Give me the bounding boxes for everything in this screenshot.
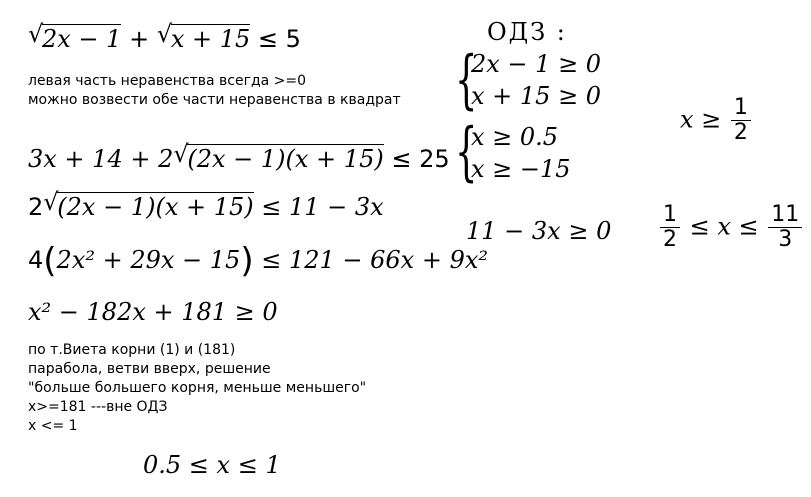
odz-sys2-line2: x ≥ −15 (471, 155, 571, 183)
step-1-post: ≤ 25 (383, 145, 450, 173)
step-1-radicand: (2x − 1)(x + 15) (187, 145, 384, 173)
note-3: "больше большего корня, меньше меньшего" (28, 380, 367, 396)
comment-line-2: можно возвести обе части неравенства в квадрат (28, 92, 401, 108)
step-1 (28, 144, 450, 171)
step-2-post: ≤ 11 − 3x (253, 193, 384, 221)
range-fraction-right (768, 203, 802, 252)
inequality-original (28, 24, 301, 51)
fraction-num: 1 (731, 96, 751, 121)
step-3 (28, 241, 489, 281)
comment-line-1: левая часть неравенства всегда >=0 (28, 73, 307, 89)
odz-sys2-line1: x ≥ 0.5 (471, 123, 559, 151)
plus-sign: + (121, 25, 157, 53)
step-3-body: 2x² + 29x − 15 (56, 246, 241, 274)
step-2-pre: 2 (28, 193, 44, 221)
step-4: x² − 182x + 181 ≥ 0 (28, 298, 278, 326)
relation-1: ≤ 5 (250, 25, 301, 53)
step-2-radicand: (2x − 1)(x + 15) (57, 193, 254, 221)
final-answer: 0.5 ≤ x ≤ 1 (143, 451, 281, 479)
sqrt-2 (157, 24, 250, 51)
note-5: x <= 1 (28, 418, 78, 434)
odz-sys1-line2: x + 15 ≥ 0 (471, 82, 602, 110)
fraction-one-half (731, 96, 751, 145)
step-3-post: ≤ 121 − 66x + 9x² (253, 246, 489, 274)
step-3-close-paren: ) (240, 241, 254, 281)
fraction-den: 2 (733, 120, 748, 145)
odz-range (658, 203, 804, 252)
sqrt-1 (28, 24, 121, 51)
range-num-right: 11 (768, 203, 802, 228)
step-1-sqrt (173, 144, 383, 171)
brace-2: { (455, 115, 478, 189)
range-num-left: 1 (660, 203, 680, 228)
step-3-pre: 4 (28, 246, 44, 274)
odz-condition: 11 − 3x ≥ 0 (466, 217, 612, 245)
brace-1: { (455, 43, 478, 117)
radicand-2: x + 15 (170, 25, 251, 53)
odz-sys1-line1: 2x − 1 ≥ 0 (471, 50, 602, 78)
odz-title: ОДЗ : (487, 18, 567, 46)
range-den-left: 2 (663, 227, 677, 252)
step-1-pre: 3x + 14 + 2 (28, 145, 174, 173)
note-4: x>=181 ---вне ОДЗ (28, 399, 168, 415)
step-2 (28, 192, 384, 219)
range-mid: ≤ x ≤ (682, 212, 767, 241)
odz-result (680, 96, 753, 145)
step-2-sqrt (43, 192, 253, 219)
range-den-right: 3 (778, 227, 793, 252)
step-3-open-paren: ( (43, 241, 57, 281)
note-2: парабола, ветви вверх, решение (28, 361, 271, 377)
note-1: по т.Виета корни (1) и (181) (28, 342, 236, 358)
odz-result-lhs: x ≥ (680, 105, 722, 134)
radicand-1: 2x − 1 (42, 25, 122, 53)
range-fraction-left (660, 203, 680, 252)
